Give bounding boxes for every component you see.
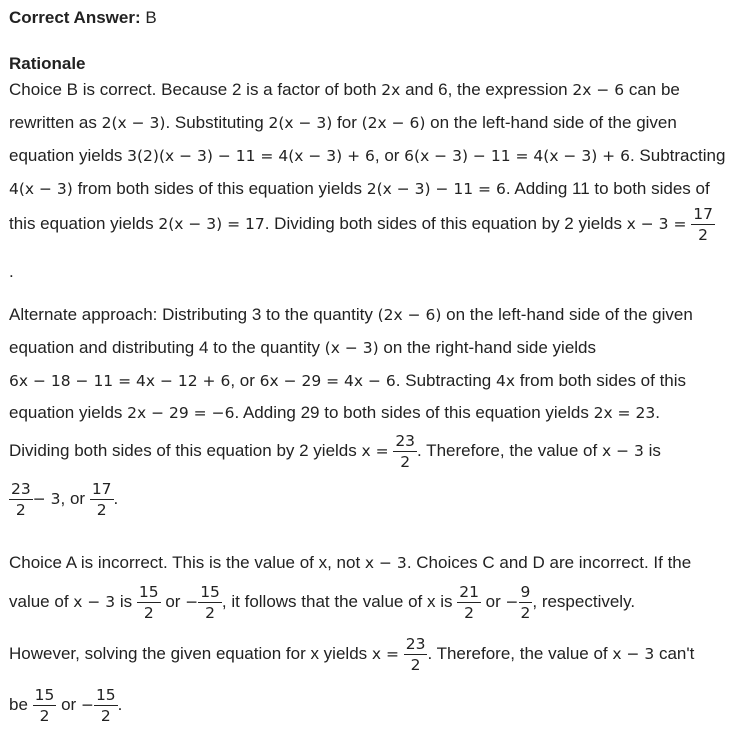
para2-line5 [9,431,661,472]
minus-sign: − [505,592,519,611]
math-expr: x − 3 [73,592,116,611]
para3-line2 [9,582,635,623]
numerator: 17 [91,480,112,498]
text: from both sides of this equation yields [72,179,367,198]
math-expr: 2(x − 3) [268,114,333,132]
text: . Adding 29 to both sides of this equation yields [234,403,594,422]
para2-line1 [9,305,693,325]
text: . [113,488,119,508]
para1-line3 [9,146,725,166]
denominator: 2 [520,604,531,622]
math-expr: 4x [495,372,516,390]
para2-line3 [9,371,686,391]
text: Choice A is incorrect. This is the value of x, not [9,553,365,572]
denominator: 2 [15,501,26,519]
denominator: 2 [698,226,708,244]
numerator: 23 [405,635,426,653]
text: for [332,113,362,132]
text: . [117,694,123,714]
math-expr: 6(x − 3) − 11 = 4(x − 3) + 6 [404,147,630,165]
math-expr: 6x − 18 − 11 = 4x − 12 + 6 [9,372,231,390]
text: equation yields [9,403,128,422]
fraction [393,431,417,472]
denominator: 2 [410,656,421,674]
math-expr: 2(x − 3) − 11 = 6 [366,180,506,198]
text: or [56,694,81,714]
text: on the left-hand side of the given [441,305,693,324]
fraction [457,582,481,623]
numerator: 23 [11,480,31,498]
text: is [643,440,661,460]
correct-answer-value: B [145,8,157,27]
text: this equation yields [9,213,159,233]
math-expr: x − 3 [612,644,655,663]
text: rewritten as [9,113,102,132]
text: . Dividing both sides of this equation by 2 yields [264,213,627,233]
denominator: 2 [205,604,215,622]
text: , or [230,371,260,390]
correct-answer-label: Correct Answer: [9,8,141,27]
text: Dividing both sides of this equation by 2 yields [9,440,362,460]
text: on the left-hand side of the given [425,113,677,132]
rationale-heading: Rationale [9,54,86,73]
text: . Therefore, the value of [427,643,613,663]
para1-line2 [9,113,677,133]
math-expr: x − 3 = [626,214,687,233]
fraction [691,204,715,245]
text: is [115,591,137,611]
text: or [160,591,186,611]
para3-line1 [9,553,691,573]
text: . Subtracting [395,371,496,390]
text: , respectively. [532,591,636,611]
para2-line6 [9,479,118,520]
fraction [94,685,118,726]
math-expr: 2(x − 3) = 17 [158,214,265,233]
text: Choice B is correct. Because 2 is a factor of both [9,80,382,99]
denominator: 2 [39,707,50,725]
para2-line2 [9,338,596,358]
denominator: 2 [100,707,111,725]
math-expr: (2x − 6) [377,306,442,324]
denominator: 2 [96,501,107,519]
fraction [137,582,161,623]
text: . Adding 11 to both sides of [505,179,710,198]
math-expr: 2x = 23 [593,404,656,422]
math-expr: x − 3 [601,441,644,460]
text: . Choices C and D are incorrect. If the [406,553,692,572]
math-expr: (2x − 6) [361,114,426,132]
numerator: 15 [95,686,116,704]
math-expr: 3(2)(x − 3) − 11 = 4(x − 3) + 6 [127,147,375,165]
math-expr: 2x − 29 = −6 [127,404,235,422]
text: , or [374,146,405,165]
text: be [9,694,33,714]
text: can't [654,643,695,663]
para1-line4 [9,179,710,199]
denominator: 2 [143,604,154,622]
text: . [655,403,660,422]
fraction [404,634,428,675]
denominator: 2 [400,453,411,471]
math-expr: x = [361,441,389,460]
text: . Substituting [165,113,269,132]
fraction [33,685,57,726]
math-expr: 4(x − 3) [9,180,73,198]
text: value of [9,591,74,611]
text: . Subtracting [629,146,726,165]
text: However, solving the given equation for x yields [9,643,372,663]
text: and 6, the expression [400,80,573,99]
numerator: 15 [200,583,220,601]
fraction [198,582,222,623]
text: . Therefore, the value of [417,440,602,460]
para1-line6: . [9,262,14,281]
text: from both sides of this [515,371,687,390]
math-expr: x − 3 [364,554,407,572]
text: , it follows that the value of x is [221,591,458,611]
minus-sign: − [80,695,94,714]
numerator: 17 [693,205,713,223]
minus-sign: − [185,592,199,611]
text: equation yields [9,146,128,165]
para1-line5 [9,204,715,245]
para1-line1 [9,80,680,100]
text: equation and distributing 4 to the quantity [9,338,325,357]
numerator: 21 [459,583,479,601]
fraction [9,479,33,520]
denominator: 2 [464,604,474,622]
numerator: 23 [395,432,416,450]
fraction [90,479,114,520]
numerator: 15 [34,686,55,704]
text: on the right-hand side yields [378,338,597,357]
numerator: 9 [520,583,531,601]
correct-answer-line [9,8,157,28]
math-expr: 2x [381,81,401,99]
math-expr: 6x − 29 = 4x − 6 [259,372,396,390]
fraction [519,582,533,623]
numerator: 15 [138,583,159,601]
text: , or [60,488,90,508]
math-expr: x = [371,644,399,663]
math-expr: − 3 [32,489,61,508]
para2-line4 [9,403,660,423]
text: can be [624,80,680,99]
para3-line4 [9,685,122,726]
math-expr: 2(x − 3) [101,114,166,132]
para3-line3 [9,634,694,675]
text: or [480,591,506,611]
text: Alternate approach: Distributing 3 to the quantity [9,305,378,324]
math-expr: 2x − 6 [572,81,625,99]
math-expr: (x − 3) [324,339,379,357]
